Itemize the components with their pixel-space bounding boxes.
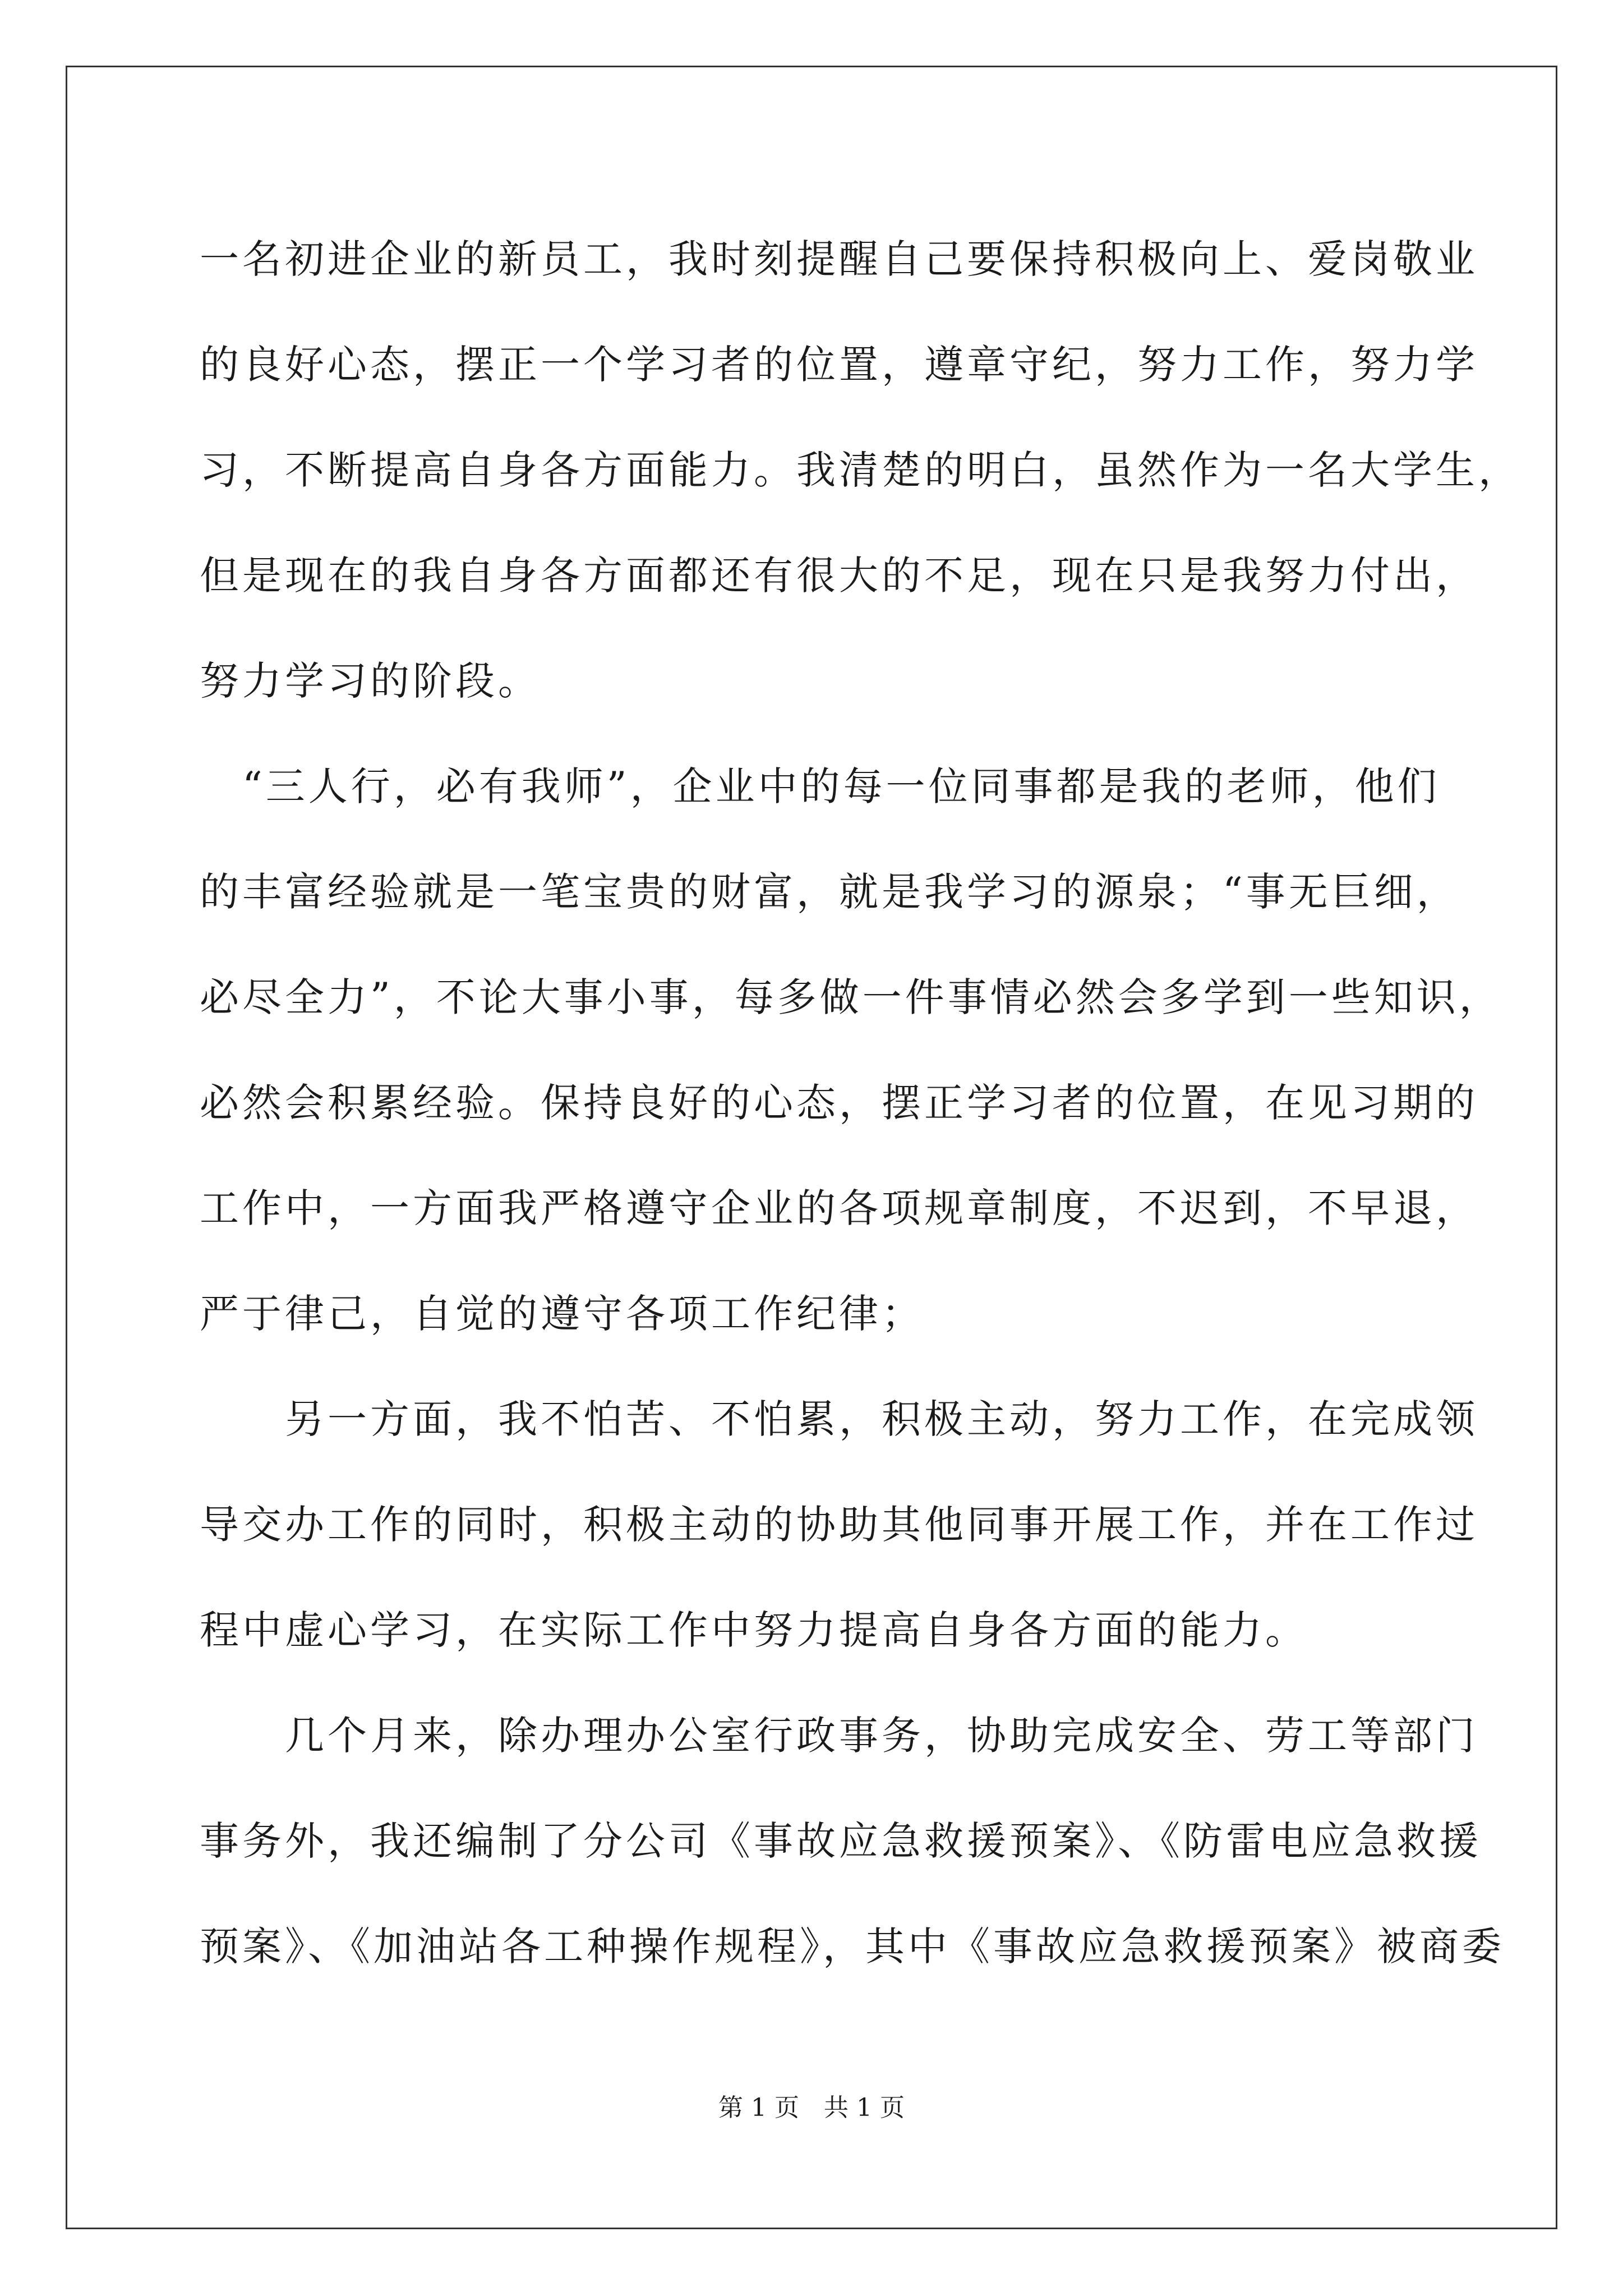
text-line: 导交办工作的同时，积极主动的协助其他同事开展工作，并在工作过 <box>200 1502 1478 1548</box>
text-line: 的良好心态，摆正一个学习者的位置，遵章守纪，努力工作，努力学 <box>200 342 1478 388</box>
paragraph-4 <box>200 1683 1505 1999</box>
paragraph-1 <box>200 206 1521 734</box>
text-line: 的丰富经验就是一笔宝贵的财富，就是我学习的源泉；“事无巨细， <box>200 869 1459 915</box>
paragraph-2 <box>200 734 1502 1366</box>
text-line: 工作中，一方面我严格遵守企业的各项规章制度，不迟到，不早退， <box>200 1185 1478 1231</box>
text-line: 严于律己，自觉的遵守各项工作纪律； <box>200 1291 924 1337</box>
text-line: 程中虚心学习，在实际工作中努力提高自身各方面的能力。 <box>200 1607 1308 1653</box>
text-line: 必然会积累经验。保持良好的心态，摆正学习者的位置，在见习期的 <box>200 1080 1478 1126</box>
text-line: “三人行，必有我师”，企业中的每一位同事都是我的老师，他们 <box>200 763 1440 809</box>
page-number-footer: 第 1 页 共 1 页 <box>718 2093 905 2122</box>
text-line: 习，不断提高自身各方面能力。我清楚的明白，虽然作为一名大学生， <box>200 447 1521 493</box>
text-line: 几个月来，除办理办公室行政事务，协助完成安全、劳工等部门 <box>200 1713 1478 1759</box>
text-line: 但是现在的我自身各方面都还有很大的不足，现在只是我努力付出， <box>200 553 1478 599</box>
text-line: 必尽全力”，不论大事小事，每多做一件事情必然会多学到一些知识， <box>200 974 1502 1020</box>
paragraph-3 <box>200 1366 1478 1683</box>
text-line: 事务外，我还编制了分公司《事故应急救援预案》、《防雷电应急救援 <box>200 1818 1482 1864</box>
text-line: 一名初进企业的新员工，我时刻提醒自己要保持积极向上、爱岗敬业 <box>200 236 1478 282</box>
text-line: 预案》、《加油站各工种操作规程》，其中《事故应急救援预案》被商委 <box>200 1924 1505 1970</box>
text-line: 努力学习的阶段。 <box>200 658 541 704</box>
text-line: 另一方面，我不怕苦、不怕累，积极主动，努力工作，在完成领 <box>200 1396 1478 1442</box>
document-body <box>200 206 1521 1999</box>
